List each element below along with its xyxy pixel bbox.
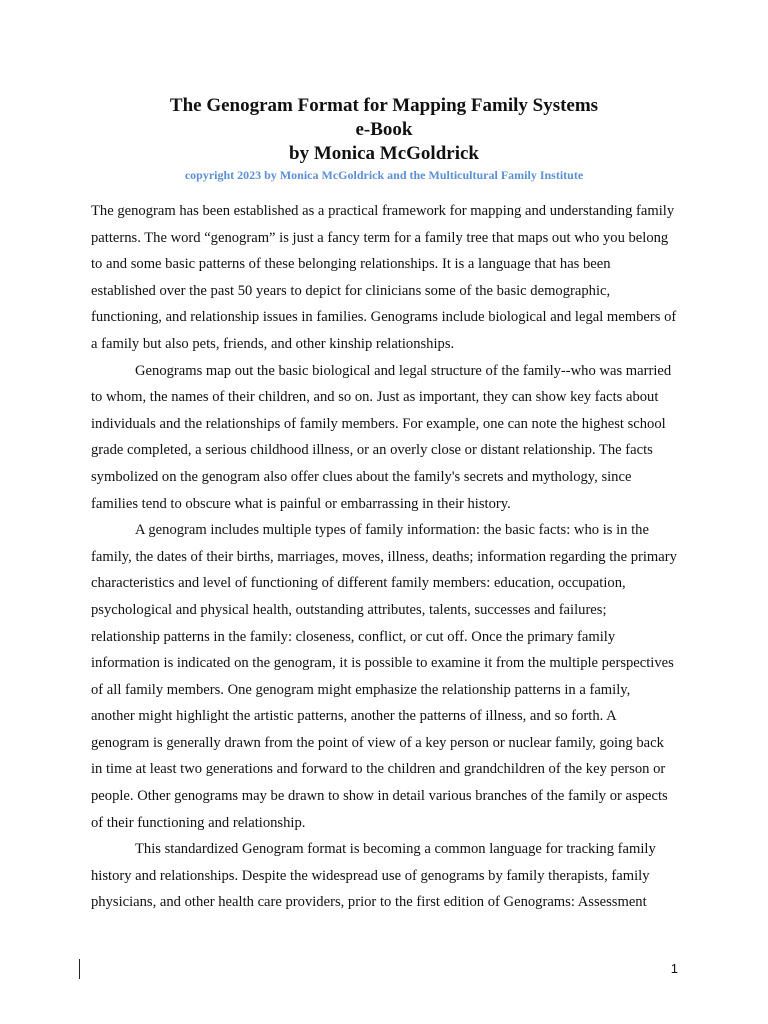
copyright-notice: copyright 2023 by Monica McGoldrick and the Multicultural Family Institute <box>184 168 584 182</box>
page-number: 1 <box>670 961 678 976</box>
document-author: by Monica McGoldrick <box>289 143 479 164</box>
body-text <box>91 198 677 916</box>
document-title: The Genogram Format for Mapping Family Systems <box>169 95 599 116</box>
text-cursor-mark <box>79 959 80 979</box>
paragraph-4: This standardized Genogram format is becoming a common language for tracking family history and relationships. Despite the widespread use of genograms by family therapists, family physicians, and other health care providers, prior to the first edition of Genograms: Assessment <box>91 841 656 911</box>
paragraph-2: Genograms map out the basic biological and legal structure of the family--who was married to whom, the names of their children, and so on. Just as important, they can show key facts about individuals and the relationships of family members. For example, one can note the highest school grade completed, a serious childhood illness, or an overly close or distant relationship. The facts symbolized on the genogram also offer clues about the family's secrets and mythology, since families tend to obscure what is painful or embarrassing in their history. <box>91 362 672 512</box>
paragraph-1: The genogram has been established as a practical framework for mapping and understanding family patterns. The word “genogram” is just a fancy term for a family tree that maps out who you belong to and some basic patterns of these belonging relationships. It is a language that has been established over the past 50 years to depict for clinicians some of the basic demographic, functioning, and relationship issues in families. Genograms include biological and legal members of a family but also pets, friends, and other kinship relationships. <box>91 203 677 352</box>
title-block <box>80 94 688 183</box>
paragraph-3: A genogram includes multiple types of family information: the basic facts: who is in the family, the dates of their births, marriages, moves, illness, deaths; information regarding the primary characteristics and level of functioning of different family members: education, occupation, psychological and physical health, outstanding attributes, talents, successes and failures; relationship patterns in the family: closeness, conflict, or cut off. Once the primary family information is indicated on the genogram, it is possible to examine it from the multiple perspectives of all family members. One genogram might emphasize the relationship patterns in a family, another might highlight the artistic patterns, another the patterns of illness, and so forth. A genogram is generally drawn from the point of view of a key person or nuclear family, going back in time at least two generations and forward to the children and grandchildren of the key person or people. Other genograms may be drawn to show in detail various branches of the family or aspects of their functioning and relationship. <box>91 522 677 831</box>
document-subtitle: e-Book <box>355 119 413 140</box>
